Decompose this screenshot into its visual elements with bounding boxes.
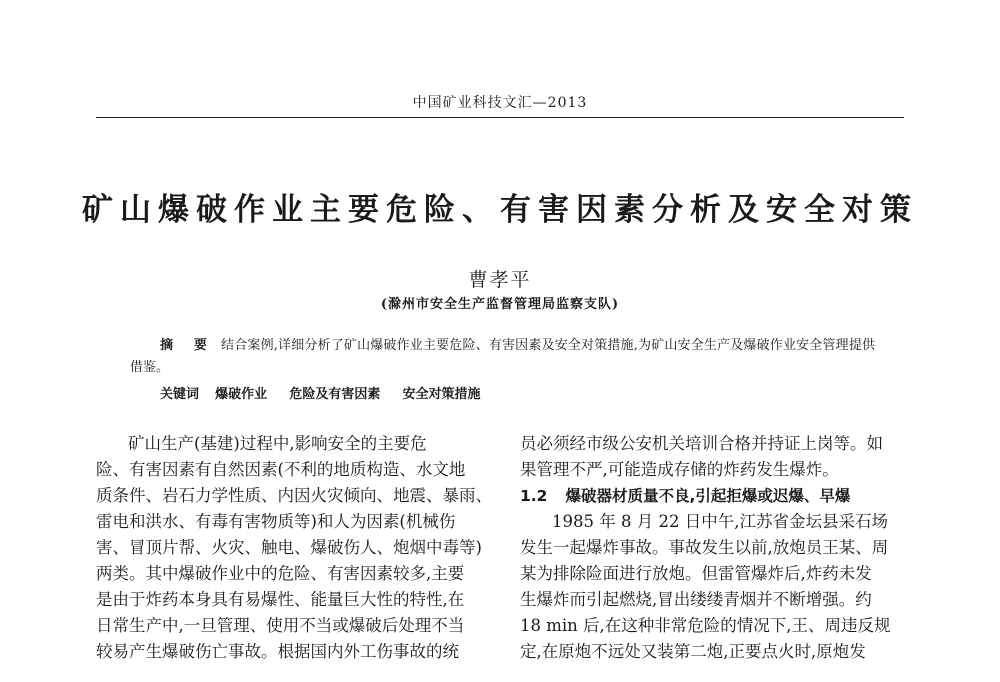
abstract: [130, 335, 875, 379]
section-number: 1.2: [520, 487, 548, 505]
body-line: 较易产生爆破伤亡事故。根据国内外工伤事故的统: [96, 642, 459, 661]
body-line: 两类。其中爆破作业中的危险、有害因素较多,主要: [96, 564, 465, 583]
body-line: 质条件、岩石力学性质、内因火灾倾向、地震、暴雨、: [96, 486, 492, 505]
abstract-text: 结合案例,详细分析了矿山爆破作业主要危险、有害因素及安全对策措施,为矿山安全生产及爆破作业安全管理提供借鉴。: [130, 338, 875, 375]
body-line: 险、有害因素有自然因素(不利的地质构造、水文地: [96, 460, 466, 479]
body-line: 雷电和洪水、有毒有害物质等)和人为因素(机械伤: [96, 512, 456, 531]
keywords: [160, 384, 498, 406]
article-title: 矿山爆破作业主要危险、有害因素分析及安全对策: [82, 192, 918, 228]
keywords-label: 关键词: [160, 387, 200, 402]
body-line: 18 min 后,在这种非常危险的情况下,王、周违反规: [520, 616, 891, 635]
body-line: 员必须经市级公安机关培训合格并持证上岗等。如: [520, 434, 883, 453]
body-line: 害、冒顶片帮、火灾、触电、爆破伤人、炮烟中毒等): [96, 538, 482, 557]
body-line: 1985 年 8 月 22 日中午,江苏省金坛县采石场: [552, 512, 888, 531]
body-line: 某为排除险面进行放炮。但雷管爆炸后,炸药未发: [520, 564, 872, 583]
author-affiliation: (滁州市安全生产监督管理局监察支队): [380, 297, 620, 312]
body-line: 日常生产中,一旦管理、使用不当或爆破后处理不当: [96, 616, 465, 635]
body-line: 果管理不严,可能造成存储的炸药发生爆炸。: [520, 460, 839, 479]
keyword: 爆破作业: [215, 387, 268, 402]
header-rule: [96, 117, 904, 118]
section-heading-text: 爆破器材质量不良,引起拒爆或迟爆、早爆: [565, 487, 851, 505]
body-line: 定,在原炮不远处又装第二炮,正要点火时,原炮发: [520, 642, 866, 661]
body-line: 发生一起爆炸事故。事故发生以前,放炮员王某、周: [520, 538, 889, 557]
body-line: 矿山生产(基建)过程中,影响安全的主要危: [128, 434, 427, 453]
body-line: 是由于炸药本身具有易爆性、能量巨大性的特性,在: [96, 590, 465, 609]
author-name: 曹孝平: [468, 269, 532, 291]
keyword: 安全对策措施: [402, 387, 481, 402]
body-line: 生爆炸而引起燃烧,冒出缕缕青烟并不断增强。约: [520, 590, 872, 609]
section-heading: [520, 483, 850, 509]
running-head: 中国矿业科技文汇—2013: [412, 95, 588, 111]
abstract-label: 摘 要: [160, 338, 216, 353]
keyword: 危险及有害因素: [289, 387, 381, 402]
